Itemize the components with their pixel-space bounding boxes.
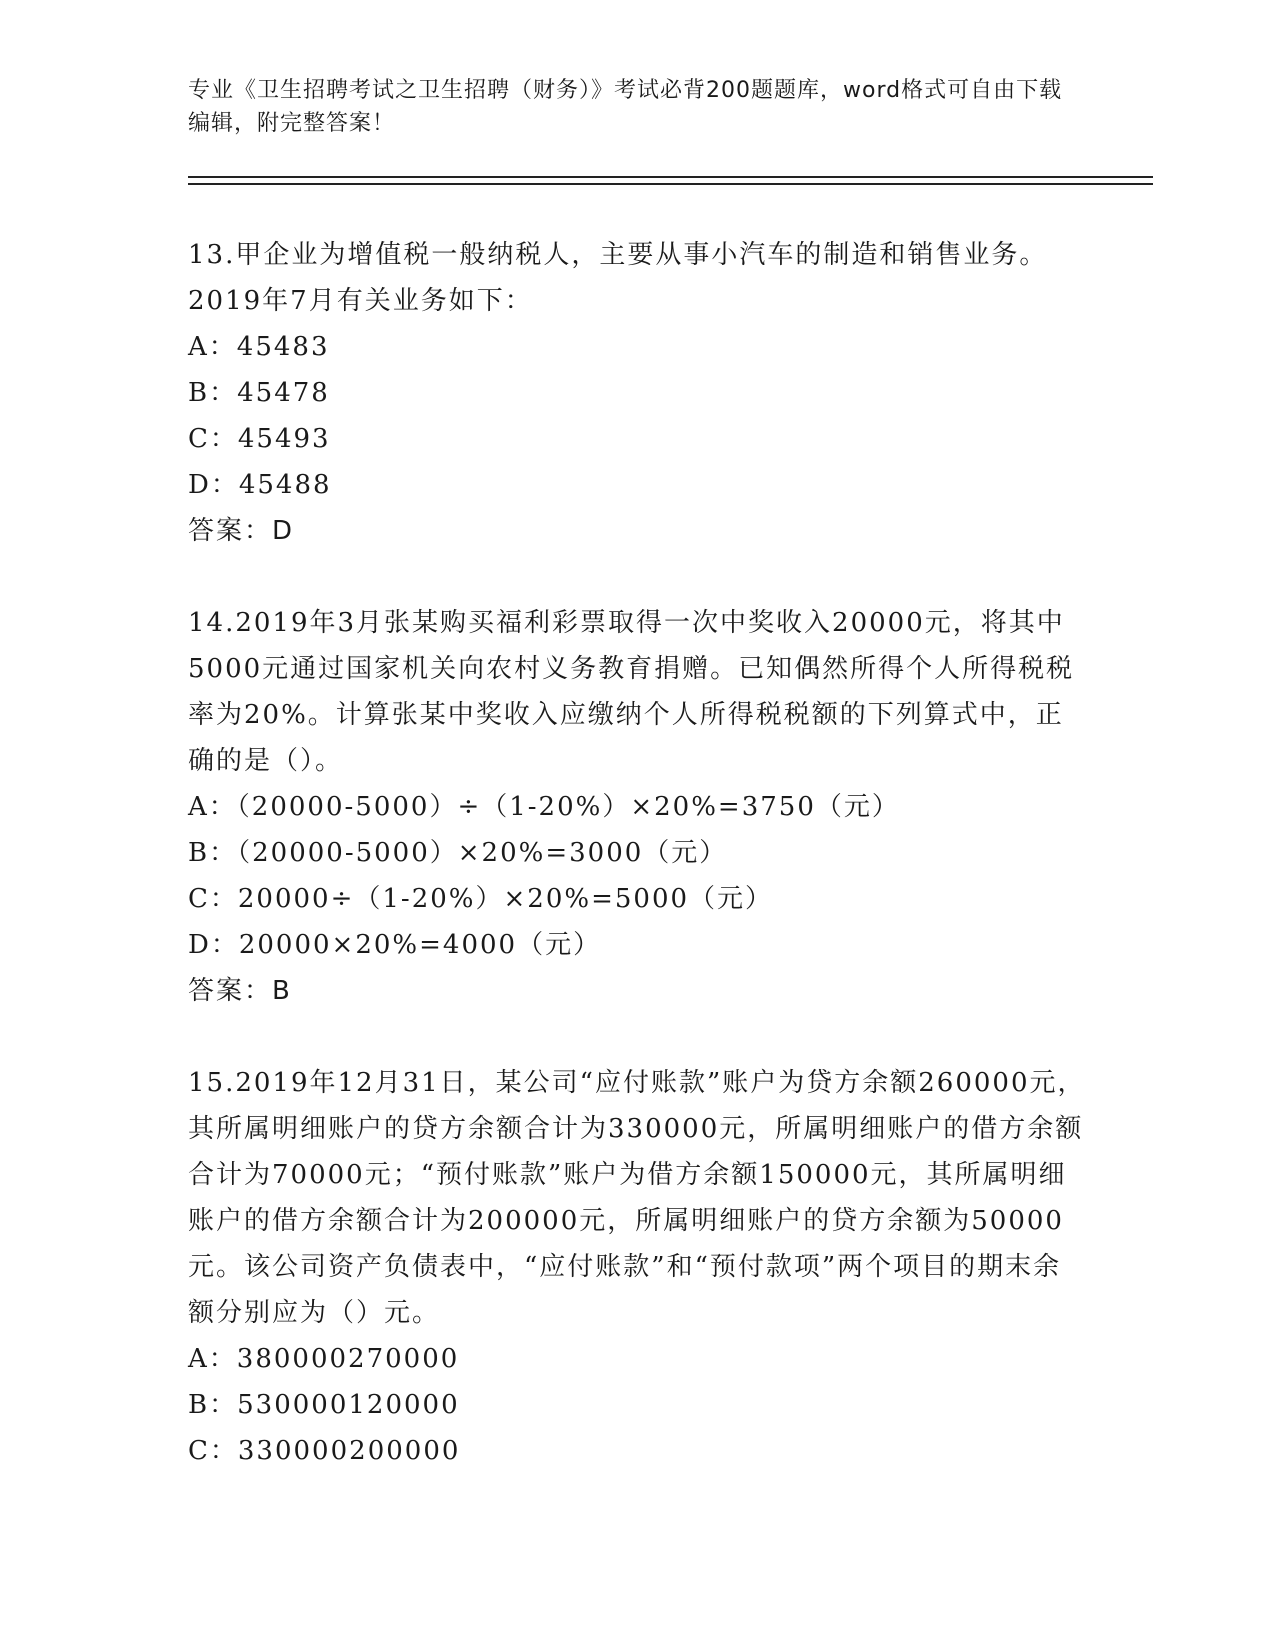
option-d: D：20000×20%=4000（元） — [188, 930, 602, 960]
question-list — [188, 232, 1088, 1520]
document-header — [188, 74, 1068, 140]
question-14 — [188, 600, 1088, 1014]
option-a: A：（20000-5000）÷（1-20%）×20%=3750（元） — [188, 792, 900, 822]
option-c: C：20000÷（1-20%）×20%=5000（元） — [188, 884, 774, 914]
question-15 — [188, 1060, 1088, 1474]
header-divider-top — [188, 176, 1153, 178]
header-title: 专业《卫生招聘考试之卫生招聘（财务）》考试必背200题题库，word格式可自由下载编辑，附完整答案！ — [188, 78, 1063, 136]
option-b: B：（20000-5000）×20%=3000（元） — [188, 838, 728, 868]
option-b: B：530000120000 — [188, 1390, 460, 1420]
question-13 — [188, 232, 1088, 554]
option-c: C：45493 — [188, 424, 331, 454]
option-d: D：45488 — [188, 470, 332, 500]
option-a: A：380000270000 — [188, 1344, 460, 1374]
question-text: 13.甲企业为增值税一般纳税人，主要从事小汽车的制造和销售业务。2019年7月有关业务如下： — [188, 240, 1048, 316]
option-a: A：45483 — [188, 332, 330, 362]
header-divider-bottom — [188, 183, 1153, 185]
option-c: C：330000200000 — [188, 1436, 461, 1466]
answer-label: 答案：D — [188, 516, 295, 546]
answer-label: 答案：B — [188, 976, 292, 1006]
option-b: B：45478 — [188, 378, 330, 408]
question-text: 15.2019年12月31日，某公司“应付账款”账户为贷方余额260000元，其所属明细账户的贷方余额合计为330000元，所属明细账户的借方余额合计为70000元；“预付账款”账户为借方余额150000元，其所属明细账户的借方余额合计为200000元，所属明细账户的贷方余额为50000元。该公司资产负债表中，“应付账款”和“预付款项”两个项目的期末余额分别应为（）元。 — [188, 1068, 1086, 1328]
question-text: 14.2019年3月张某购买福利彩票取得一次中奖收入20000元，将其中5000元通过国家机关向农村义务教育捐赠。已知偶然所得个人所得税税率为20%。计算张某中奖收入应缴纳个人所得税税额的下列算式中，正确的是（）。 — [188, 608, 1075, 776]
